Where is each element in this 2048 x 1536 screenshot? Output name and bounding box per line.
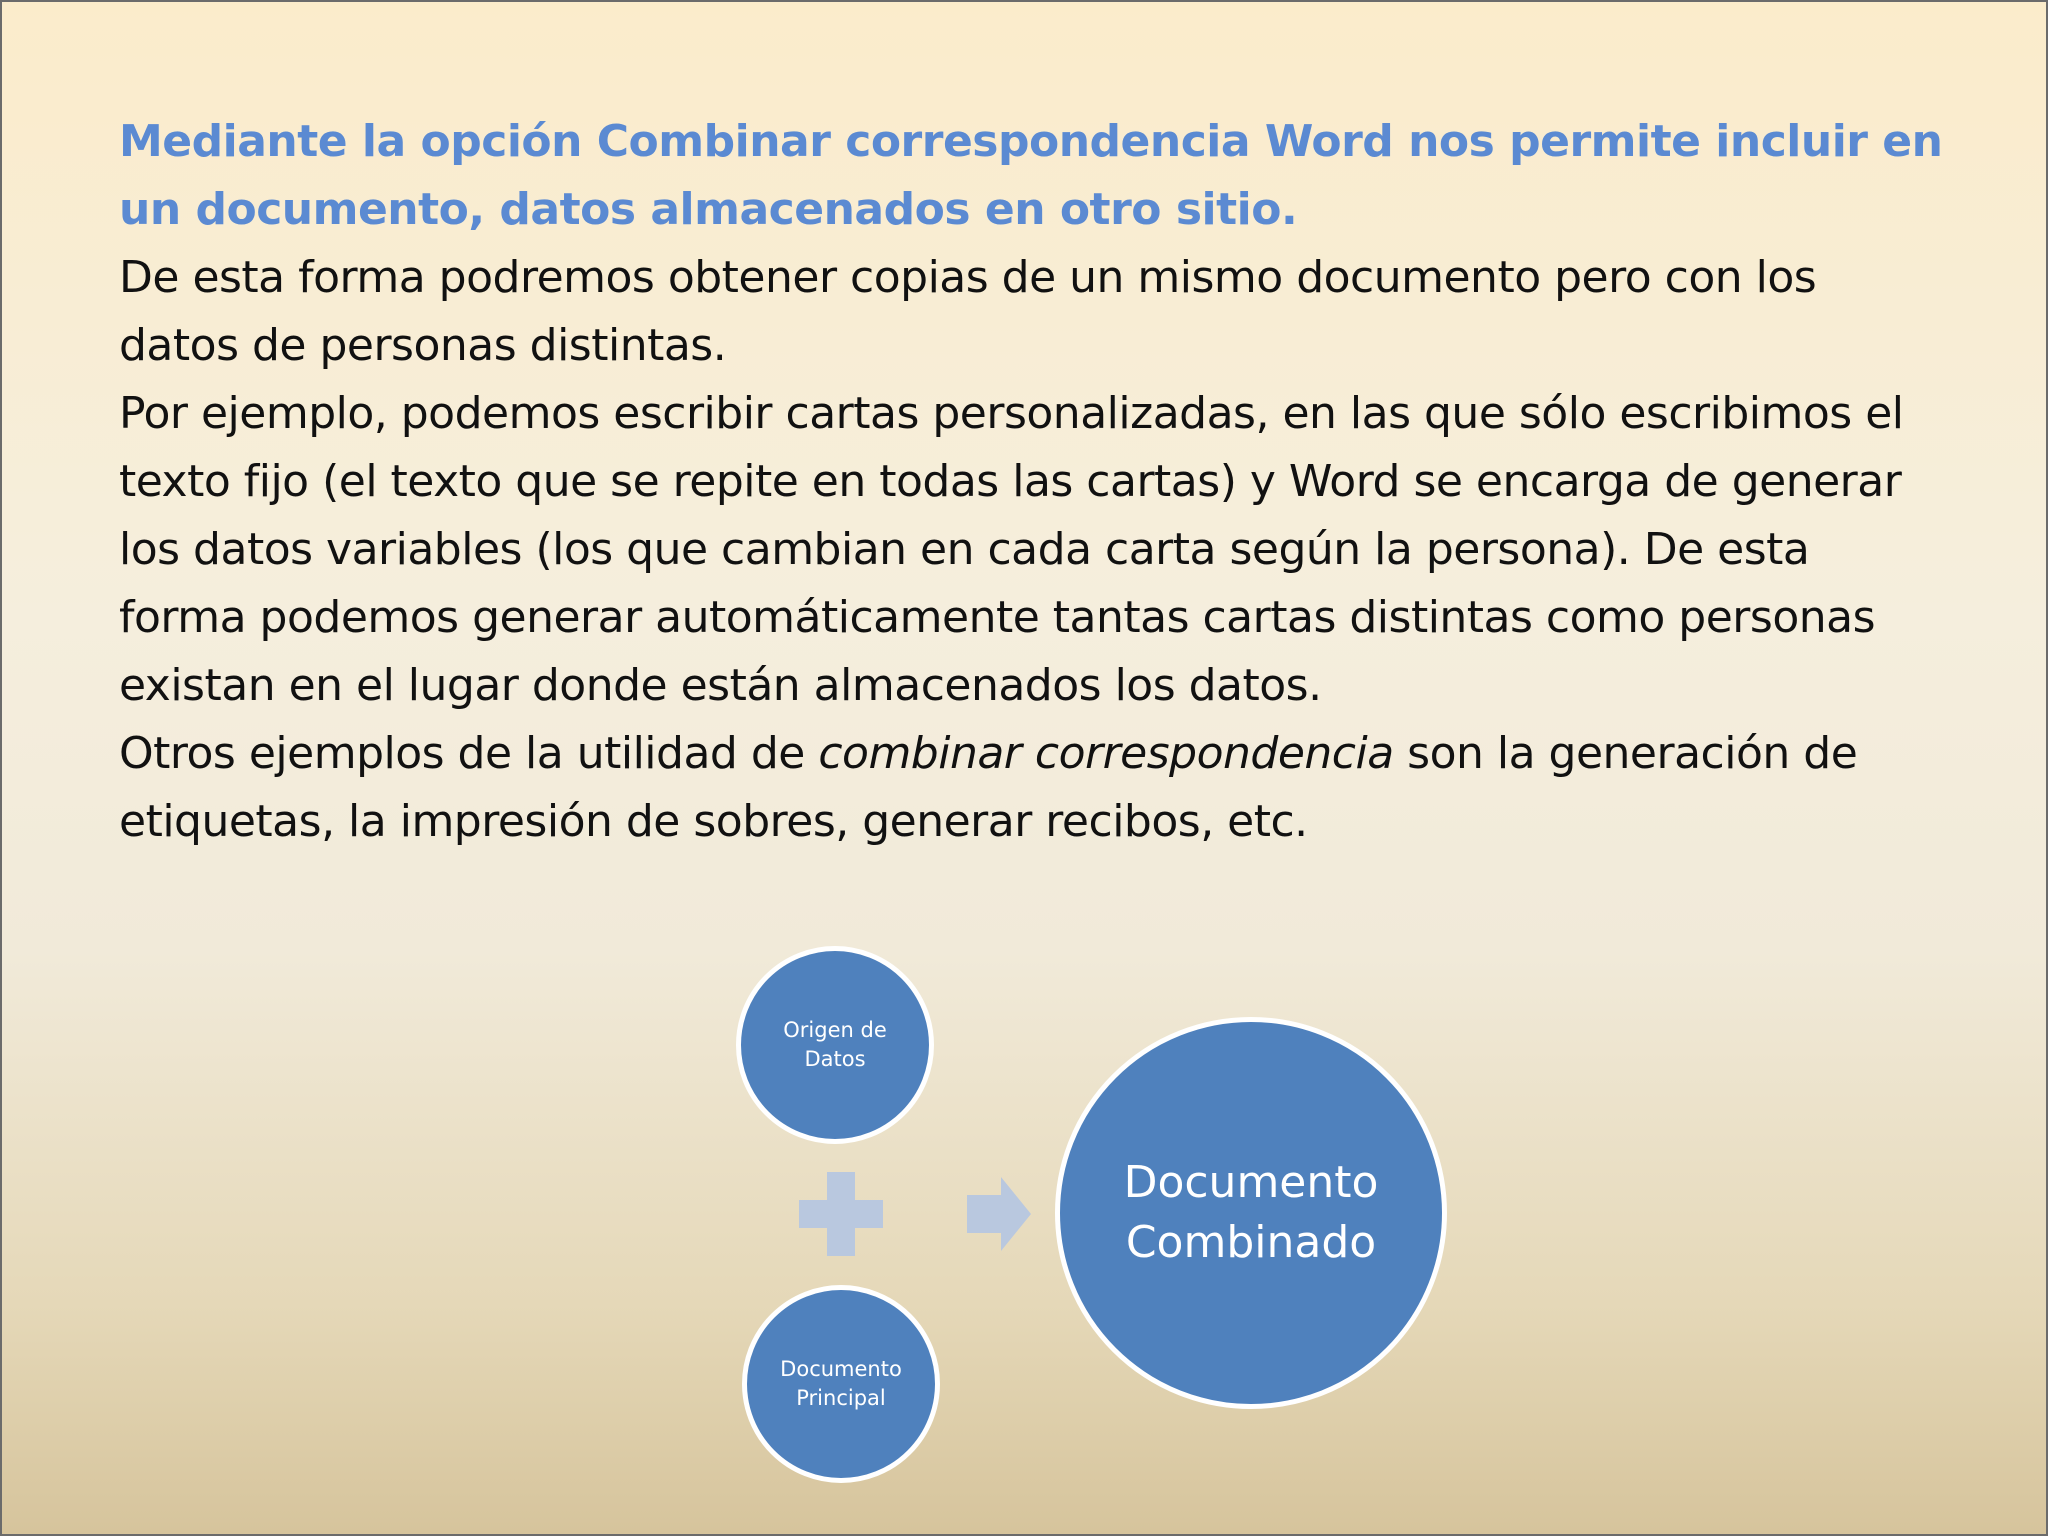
merged-document-label-line2: Combinado [1125,1217,1377,1268]
data-source-label-line2: Datos [804,1047,866,1071]
mail-merge-diagram [2,2,2048,1536]
merged-document-circle [1055,1017,1447,1409]
plus-icon [799,1172,883,1256]
main-document-label-line2: Principal [796,1386,886,1410]
merged-document-label-line1: Documento [1123,1157,1379,1208]
paragraph-copies: De esta forma podremos obtener copias de un mismo documento pero con los datos de personas distintas. [119,252,1817,371]
arrow-right-icon [967,1177,1031,1251]
other-uses-intro: Otros ejemplos de la utilidad de [119,728,819,779]
main-document-label-line1: Documento [780,1357,902,1381]
other-uses-list: son la generación de etiquetas, la impresión de sobres, generar recibos, etc. [119,728,1858,847]
data-source-circle [736,946,934,1144]
paragraph-example: Por ejemplo, podemos escribir cartas personalizadas, en las que sólo escribimos el texto fijo (el texto que se repite en todas las cartas) y Word se encarga de generar los datos variables (los que cambian en cada carta según la persona). De esta forma podemos generar automáticamente tantas cartas distintas como personas existan en el lugar donde están almacenados los datos. [119,388,1904,711]
data-source-label-line1: Origen de [783,1018,887,1042]
main-document-circle [742,1285,940,1483]
slide-headline: Mediante la opción Combinar correspondencia Word nos permite incluir en un documento, datos almacenados en otro sitio. [119,116,1943,235]
other-uses-term: combinar correspondencia [818,728,1394,779]
